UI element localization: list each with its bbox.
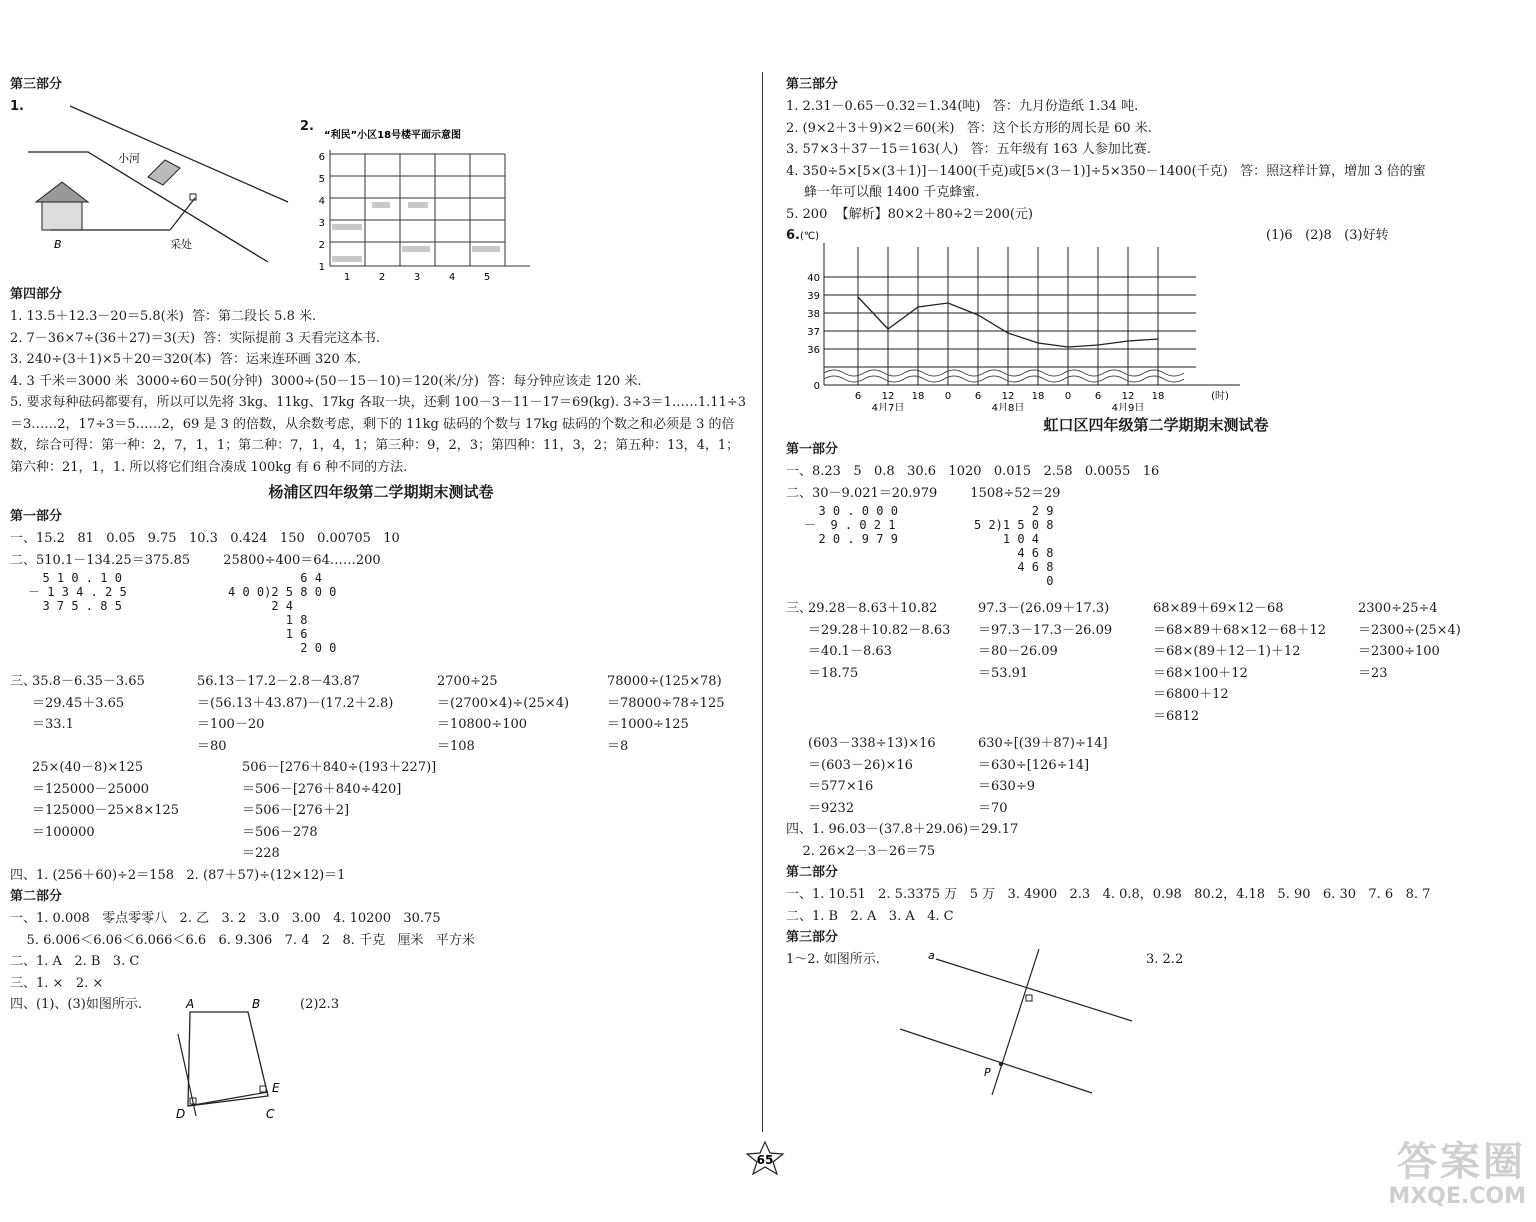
- question-number: 1.: [10, 99, 24, 114]
- calc-column: [808, 598, 978, 727]
- figure-row: [10, 96, 752, 284]
- answer-line: 5. 200 【解析】80×2＋80÷2＝200(元): [786, 206, 1033, 222]
- calc-step: 68×89＋69×12－68: [1153, 601, 1284, 616]
- figure-row: [786, 225, 1526, 411]
- calc-step: ＝1000÷125: [607, 717, 689, 732]
- line-label: a: [928, 949, 935, 962]
- exam-title: 虹口区四年级第二学期期末测试卷: [1043, 416, 1269, 434]
- grid-y-tick: 4: [318, 196, 325, 207]
- long-division: 6 4 4 0 0)2 5 8 0 0 2 4 1 8 1 6 2 0 0: [228, 571, 337, 655]
- calc-step: ＝108: [437, 738, 475, 754]
- chart-x-unit: (时): [1211, 391, 1229, 402]
- grid-y-tick: 5: [318, 174, 325, 185]
- chart-y-tick: 37: [807, 327, 820, 338]
- calc-step: ＝506－278: [242, 824, 318, 840]
- calc-step: ＝8: [607, 738, 629, 754]
- section-heading: 第三部分: [786, 77, 839, 92]
- calc-column: [242, 757, 502, 865]
- chart-x-tick: 18: [1151, 391, 1165, 402]
- chart-y-tick: 40: [807, 273, 820, 284]
- column-divider: [762, 72, 763, 1132]
- section-label: 三、: [786, 601, 813, 616]
- calc-step: ＝97.3－17.3－26.09: [978, 622, 1113, 638]
- calc-step: ＝80－26.09: [978, 644, 1058, 659]
- answer-line: 二、1. B 2. A 3. A 4. C: [786, 908, 954, 924]
- calc-step: ＝125000－25×8×125: [32, 803, 180, 818]
- chart-y-tick: 0: [813, 381, 820, 392]
- point-label: P: [984, 1066, 991, 1079]
- chart-x-tick: 18: [911, 391, 925, 402]
- calc-step: 78000÷(125×78): [607, 674, 722, 689]
- exam-title: 杨浦区四年级第二学期期末测试卷: [268, 483, 494, 501]
- calc-step: ＝630÷9: [978, 779, 1035, 794]
- answer-line: 二、1. A 2. B 3. C: [10, 954, 140, 969]
- answer-line: 3. 2.2: [1146, 952, 1184, 967]
- grid-x-tick: 4: [448, 272, 456, 283]
- calc-step: ＝2300÷100: [1358, 644, 1440, 659]
- calc-step: ＝100－20: [197, 717, 265, 732]
- vertex-label: C: [266, 1107, 275, 1121]
- answer-line: 四、1. (256＋60)÷2＝158 2. (87＋57)÷(12×12)＝1: [10, 867, 346, 883]
- chart-date-label: 4月7日: [871, 403, 905, 411]
- calc-step: ＝33.1: [32, 717, 74, 732]
- calc-step: ＝40.1－8.63: [808, 644, 892, 659]
- calc-step: 506－[276＋840÷(193＋227)]: [242, 760, 437, 775]
- answer-line: 4. 3 千米＝3000 米 3000÷60＝50(分钟) 3000÷(50－15－10)＝120(米/分) 答：每分钟应该走 120 米.: [10, 373, 642, 389]
- vertical-calculations: [786, 504, 1526, 598]
- calc-step: ＝125000－25000: [32, 781, 149, 797]
- chart-x-tick: 6: [974, 391, 982, 402]
- section-heading: 第三部分: [786, 930, 839, 945]
- grid-y-tick: 6: [318, 152, 325, 163]
- page-number: 65: [756, 1153, 774, 1167]
- chart-date-label: 4月8日: [991, 403, 1025, 411]
- vertex-label: A: [186, 997, 195, 1011]
- answer-line: 3. 57×3＋37－15＝163(人) 答：五年级有 163 人参加比赛.: [786, 142, 1151, 157]
- calc-step: ＝2300÷(25×4): [1358, 622, 1461, 638]
- answer-line: 1. 2.31－0.65－0.32＝1.34(吨) 答：九月份造纸 1.34 吨.: [786, 99, 1139, 114]
- chart-x-tick: 0: [1064, 391, 1072, 402]
- chart-x-tick: 0: [944, 391, 952, 402]
- chart-y-tick: 38: [807, 309, 820, 320]
- answer-line: 一、1. 0.008 零点零零八 2. 乙 3. 2 3.0 3.00 4. 10200 30.75: [10, 911, 441, 926]
- calc-step: ＝(603－26)×16: [808, 757, 913, 773]
- vertex-label: E: [272, 1081, 280, 1095]
- calc-step: 29.28－8.63＋10.82: [808, 601, 938, 616]
- calc-step: 56.13－17.2－2.8－43.87: [197, 674, 361, 689]
- calc-step: ＝506－[276＋2]: [242, 803, 350, 818]
- vertical-calculations: [10, 571, 752, 671]
- chart-y-tick: 39: [807, 291, 820, 302]
- page-number-badge: [743, 1140, 787, 1176]
- chart-date-label: 4月9日: [1111, 403, 1145, 411]
- calc-column: [978, 598, 1153, 727]
- answer-line: 二、30－9.021＝20.979 1508÷52＝29: [786, 485, 1061, 501]
- calc-step: ＝29.28＋10.82－8.63: [808, 622, 951, 638]
- calculation-row: [10, 671, 752, 757]
- calc-step: 35.8－6.35－3.65: [32, 674, 145, 689]
- calc-step: ＝100000: [32, 824, 95, 840]
- calc-step: ＝53.91: [978, 665, 1029, 681]
- calc-step: 2700÷25: [437, 674, 498, 689]
- chart-x-tick: 12: [881, 391, 895, 402]
- answer-line: 一、1. 10.51 2. 5.3375 万 5 万 3. 4900 2.3 4. 0.8，0.98 80.2，4.18 5. 90 6. 30 7. 6 8. 7: [786, 887, 1431, 902]
- point-label: 采处: [170, 238, 192, 251]
- grid-y-tick: 3: [318, 218, 325, 229]
- parallel-lines-figure: [896, 949, 1156, 1099]
- calc-step: ＝506－[276＋840÷420]: [242, 781, 402, 797]
- watermark-url: MXQE.COM: [1388, 1184, 1526, 1209]
- long-division: 2 9 5 2)1 5 0 8 1 0 4 4 6 8 4 6 8 0: [974, 504, 1054, 588]
- calc-step: ＝630÷[126÷14]: [978, 757, 1090, 773]
- calc-column: [808, 733, 978, 819]
- answer-line: (1)6 (2)8 (3)好转: [1266, 228, 1389, 243]
- question-number: 6.: [786, 228, 800, 243]
- answer-line: 一、15.2 81 0.05 9.75 10.3 0.424 150 0.00705 10: [10, 531, 400, 546]
- calc-step: 2300÷25÷4: [1358, 601, 1438, 616]
- river-map-figure: [20, 102, 290, 272]
- calc-step: ＝(56.13＋43.87)－(17.2＋2.8): [197, 695, 394, 711]
- answer-line: 2. 26×2－3－26＝75: [786, 843, 936, 859]
- calculation-row: [10, 757, 752, 865]
- figure-row: [10, 994, 752, 1124]
- grid-x-tick: 1: [343, 272, 351, 283]
- watermark: [1388, 1140, 1526, 1210]
- chart-x-tick: 6: [1094, 391, 1102, 402]
- answer-paragraph: 5. 要求每种砝码都要有，所以可以先将 3kg、11kg、17kg 各取一块，还剩 100－3－11－17＝69(kg). 3÷3＝1……1.11÷3＝3……2，17÷3＝5……2，69 是 3 的倍数，从余数考虑，剩下的 11kg 砝码的个数与 17kg 砝码的个数之和必须是 3 的倍数，综合可得：第一种：2，7，1，1；第二种：7，1，4，1；第三种：9，2，3；第四种：11，3，2；第五种：13，4，1；第六种：21，1，1. 所以将它们组合凑成 100kg 有 6 种不同的方法.: [10, 395, 747, 475]
- answer-line: 四、1. 96.03－(37.8＋29.06)＝29.17: [786, 822, 1019, 837]
- answer-line: 三、1. × 2. ×: [10, 975, 104, 991]
- calc-step: 630÷[(39＋87)÷14]: [978, 736, 1108, 751]
- section-heading: 第三部分: [10, 77, 63, 92]
- grid-x-tick: 3: [413, 272, 421, 283]
- answer-line: 3. 240÷(3＋1)×5＋20＝320(本) 答：运来连环画 320 本.: [10, 352, 362, 367]
- calc-step: ＝78000÷78÷125: [607, 695, 725, 711]
- calc-step: 97.3－(26.09＋17.3): [978, 601, 1110, 616]
- calculation-row: [786, 598, 1526, 727]
- grid-x-tick: 2: [378, 272, 386, 283]
- watermark-logo: 答案圈: [1397, 1139, 1526, 1185]
- vertex-label: D: [176, 1107, 186, 1121]
- calc-step: ＝68×(89＋12－1)＋12: [1153, 644, 1301, 659]
- calc-step: 25×(40－8)×125: [32, 760, 144, 775]
- question-number: 2.: [300, 119, 314, 134]
- left-column: [10, 74, 752, 1124]
- answer-line: 1～2. 如图所示.: [786, 952, 880, 967]
- calc-column: [978, 733, 1178, 819]
- calc-column: [197, 671, 437, 757]
- floor-plan-grid: [310, 124, 540, 284]
- answer-line: 蜂一年可以酿 1400 千克蜂蜜.: [804, 185, 980, 200]
- answer-line: 四、(1)、(3)如图所示.: [10, 997, 142, 1012]
- section-heading: 第二部分: [786, 865, 839, 880]
- calc-step: ＝228: [242, 846, 280, 861]
- calc-step: ＝68×100＋12: [1153, 665, 1248, 681]
- calculation-row: [786, 733, 1526, 819]
- grid-y-tick: 1: [318, 262, 325, 273]
- vertex-label: B: [252, 997, 261, 1011]
- right-column: [786, 74, 1526, 1099]
- star-icon: [743, 1140, 787, 1176]
- grid-title: “利民”小区18号楼平面示意图: [324, 130, 462, 141]
- answer-line: (2)2.3: [300, 997, 340, 1012]
- chart-x-tick: 12: [1121, 391, 1135, 402]
- vertical-subtraction: 5 1 0 . 1 0 － 1 3 4 . 2 5 3 7 5 . 8 5: [28, 571, 127, 613]
- calc-column: [1358, 598, 1508, 727]
- figure-row: [786, 949, 1526, 1099]
- answer-line: 4. 350÷5×[5×(3＋1)]－1400(千克)或[5×(3－1)]÷5×350－1400(千克) 答：照这样计算，增加 3 倍的蜜: [786, 163, 1426, 179]
- calc-column: [437, 671, 607, 757]
- calc-column: [32, 671, 197, 757]
- calc-step: ＝70: [978, 800, 1008, 816]
- section-heading: 第四部分: [10, 287, 63, 302]
- calc-step: ＝6800＋12: [1153, 687, 1229, 702]
- section-heading: 第二部分: [10, 889, 63, 904]
- answer-line: 一、8.23 5 0.8 30.6 1020 0.015 2.58 0.0055 16: [786, 464, 1160, 479]
- river-label: 小河: [118, 152, 140, 165]
- vertical-subtraction: 3 0 . 0 0 0 － 9 . 0 2 1 2 0 . 9 7 9: [804, 504, 898, 546]
- calc-column: [32, 757, 242, 865]
- chart-x-tick: 12: [1001, 391, 1015, 402]
- calc-step: ＝577×16: [808, 779, 874, 794]
- calc-step: ＝18.75: [808, 665, 859, 681]
- chart-x-tick: 6: [854, 391, 862, 402]
- calc-step: ＝(2700×4)÷(25×4): [437, 695, 570, 711]
- answer-line: 5. 6.006＜6.06＜6.066＜6.6 6. 9.306 7. 4 2 8. 千克 厘米 平方米: [10, 932, 475, 948]
- calc-step: ＝29.45＋3.65: [32, 695, 125, 711]
- answer-line: 2. (9×2＋3＋9)×2＝60(米) 答：这个长方形的周长是 60 米.: [786, 120, 1152, 136]
- calc-column: [607, 671, 747, 757]
- answer-line: 1. 13.5＋12.3－20＝5.8(米) 答：第二段长 5.8 米.: [10, 309, 317, 324]
- temperature-chart: [800, 225, 1250, 411]
- quadrilateral-figure: [160, 994, 300, 1124]
- section-label: 三、: [10, 674, 37, 689]
- section-heading: 第一部分: [10, 509, 63, 524]
- section-heading: 第一部分: [786, 442, 839, 457]
- calc-step: ＝10800÷100: [437, 717, 528, 732]
- chart-x-tick: 18: [1031, 391, 1045, 402]
- grid-x-tick: 5: [483, 272, 491, 283]
- chart-y-tick: 36: [807, 345, 820, 356]
- calc-column: [1153, 598, 1358, 727]
- calc-step: ＝68×89＋68×12－68＋12: [1153, 622, 1327, 638]
- calc-step: (603－338÷13)×16: [808, 736, 936, 751]
- grid-y-tick: 2: [318, 240, 325, 251]
- answer-line: 2. 7－36×7÷(36＋27)＝3(天) 答：实际提前 3 天看完这本书.: [10, 330, 380, 346]
- calc-step: ＝80: [197, 738, 227, 754]
- calc-step: ＝9232: [808, 800, 855, 816]
- point-b-label: B: [54, 238, 62, 251]
- chart-unit: (℃): [800, 231, 820, 242]
- calc-step: ＝23: [1358, 665, 1388, 681]
- calc-step: ＝6812: [1153, 708, 1200, 724]
- answer-line: 二、510.1－134.25＝375.85 25800÷400＝64……200: [10, 552, 381, 568]
